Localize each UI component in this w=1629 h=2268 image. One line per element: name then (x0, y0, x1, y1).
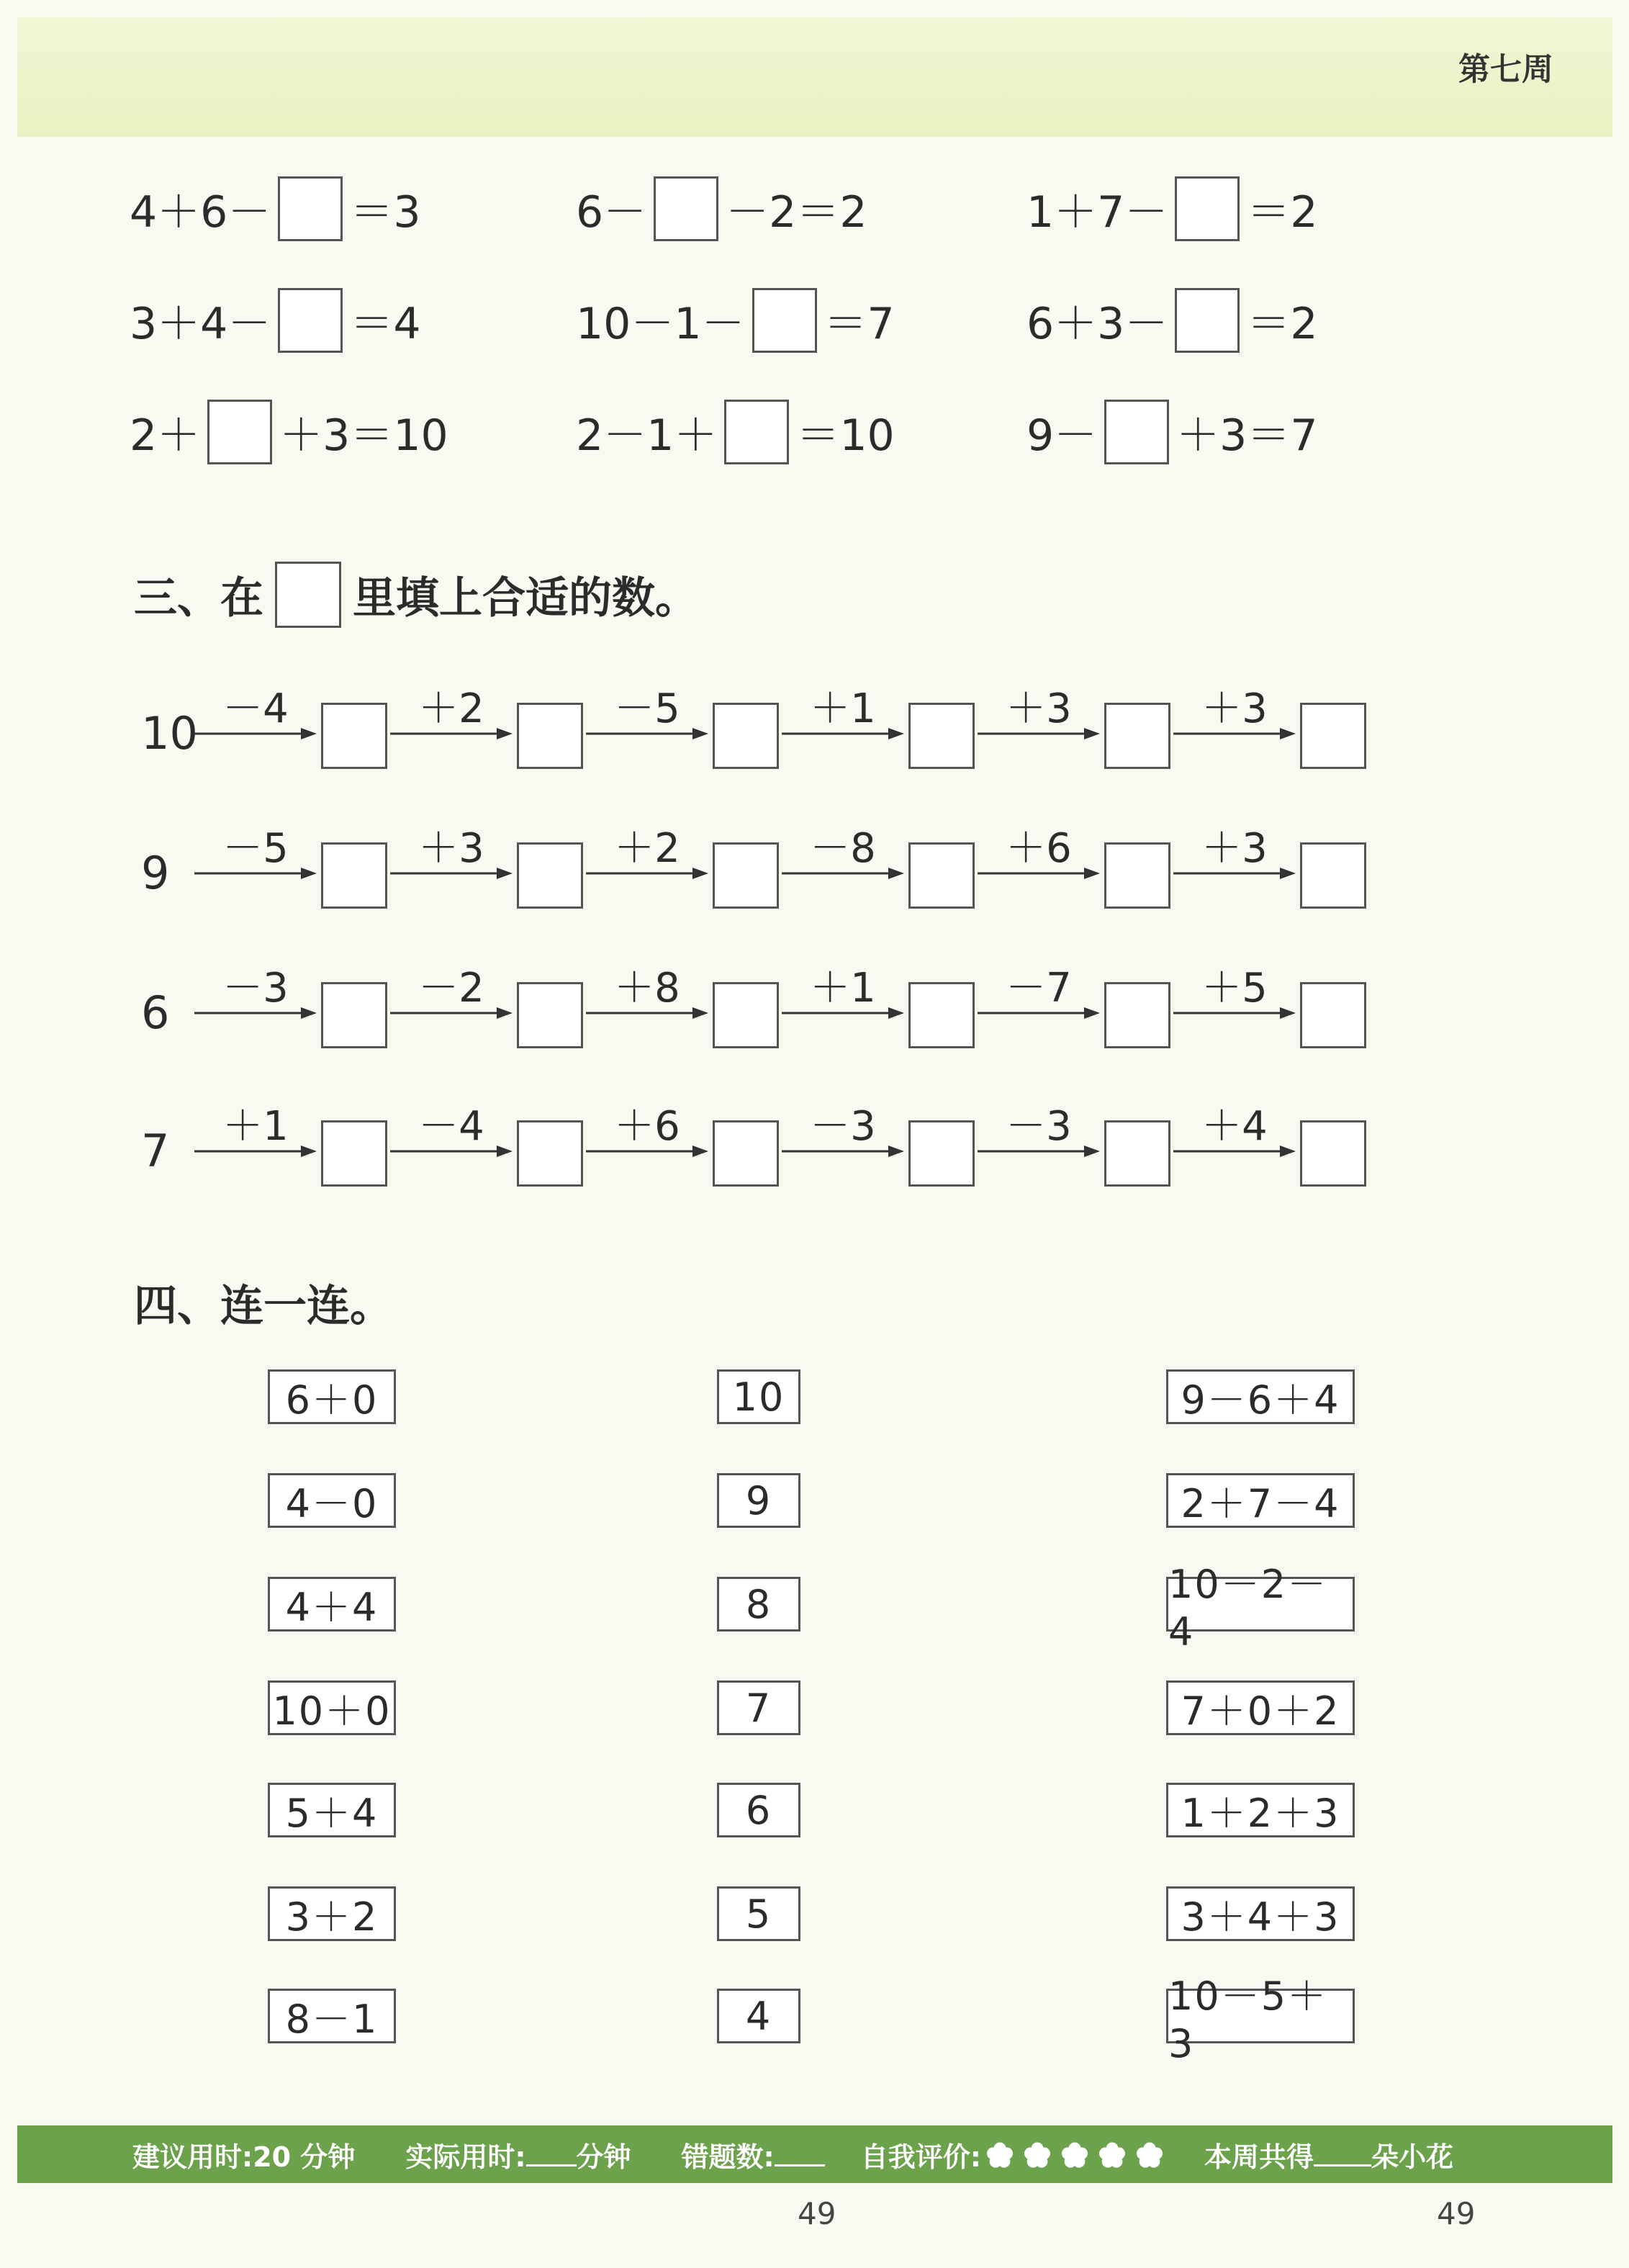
flower-icon[interactable] (1098, 2141, 1127, 2170)
chain-answer-box[interactable] (517, 703, 583, 769)
footer-bar (17, 2125, 1612, 2183)
arrow-head (692, 868, 708, 879)
arrow-icon (586, 863, 708, 884)
equation (130, 284, 421, 356)
answer-box[interactable] (752, 288, 817, 353)
week-label: 第七周 (1458, 51, 1553, 88)
equation-right: ＝4 (350, 299, 421, 349)
operation-label: ＋4 (1201, 1103, 1268, 1150)
actual-time-blank[interactable] (526, 2143, 577, 2166)
arrow-head (1084, 1146, 1100, 1157)
actual-time-label: 实际用时: (405, 2141, 526, 2173)
equation-right: ＝10 (796, 410, 895, 461)
chain-answer-box[interactable] (517, 842, 583, 909)
chain-answer-box[interactable] (321, 982, 387, 1048)
self-eval-label: 自我评价: (860, 2141, 981, 2173)
chain-answer-box[interactable] (1104, 1120, 1170, 1187)
match-item-left[interactable]: 8－1 (268, 1989, 396, 2043)
arrow-head (301, 1146, 317, 1157)
match-item-right[interactable]: 7＋0＋2 (1166, 1680, 1355, 1735)
section-3-title-before: 三、在 (134, 573, 263, 624)
chain-step (978, 1094, 1100, 1181)
week-total-label: 本周共得 (1204, 2141, 1314, 2173)
equation (1026, 284, 1318, 356)
flower-center (1071, 2152, 1078, 2159)
operation-label: －3 (1006, 1103, 1072, 1150)
flower-center (1109, 2152, 1116, 2159)
arrow-head (1280, 728, 1296, 739)
flower-icon[interactable] (1060, 2141, 1089, 2170)
match-item-right[interactable]: 10－5＋3 (1166, 1989, 1355, 2043)
match-item-right[interactable]: 1＋2＋3 (1166, 1783, 1355, 1837)
match-item-middle[interactable]: 4 (717, 1989, 800, 2043)
equation-left: 10－1－ (576, 299, 745, 349)
arrow-head (1084, 868, 1100, 879)
chain-answer-box[interactable] (908, 703, 975, 769)
chain-start-number: 6 (141, 986, 170, 1039)
equation (130, 396, 448, 468)
chain-step (586, 1094, 708, 1181)
arrow-head (1084, 1007, 1100, 1019)
equation-right: ＝3 (350, 187, 421, 238)
chain-step (586, 677, 708, 763)
answer-box[interactable] (278, 176, 343, 241)
week-total-blank[interactable] (1314, 2143, 1371, 2166)
arrow-head (497, 1007, 513, 1019)
arrow-icon (782, 723, 904, 744)
arrow-icon (194, 723, 317, 744)
match-item-left[interactable]: 3＋2 (268, 1886, 396, 1941)
operation-label: ＋6 (614, 1103, 680, 1150)
chain-step (586, 956, 708, 1043)
operation-label: ＋3 (1006, 685, 1072, 732)
operation-label: ＋1 (810, 965, 876, 1012)
chain-step (978, 956, 1100, 1043)
operation-label: ＋1 (810, 685, 876, 732)
operation-label: －5 (222, 825, 289, 872)
match-item-middle[interactable]: 8 (717, 1577, 800, 1632)
match-item-left[interactable]: 5＋4 (268, 1783, 396, 1837)
match-item-right[interactable]: 9－6＋4 (1166, 1369, 1355, 1424)
operation-label: ＋1 (222, 1103, 289, 1150)
arrow-icon (978, 1002, 1100, 1024)
operation-label: －4 (222, 685, 289, 732)
equation (576, 173, 867, 245)
operation-label: －5 (614, 685, 680, 732)
equation (130, 173, 421, 245)
chain-step (1173, 677, 1296, 763)
arrow-icon (978, 723, 1100, 744)
equation-left: 3＋4－ (130, 299, 271, 349)
chain-answer-box[interactable] (517, 982, 583, 1048)
arrow-head (497, 728, 513, 739)
arrow-icon (978, 1140, 1100, 1162)
equation-left: 4＋6－ (130, 187, 271, 238)
errors-blank[interactable] (775, 2143, 825, 2166)
arrow-head (692, 1146, 708, 1157)
answer-box[interactable] (654, 176, 718, 241)
chain-answer-box[interactable] (1104, 842, 1170, 909)
equation-left: 1＋7－ (1026, 187, 1168, 238)
flower-icon[interactable] (985, 2141, 1014, 2170)
arrow-icon (782, 1140, 904, 1162)
chain-answer-box[interactable] (1300, 1120, 1366, 1187)
header-band (17, 17, 1612, 137)
match-item-middle[interactable]: 10 (717, 1369, 800, 1424)
operation-label: ＋6 (1006, 825, 1072, 872)
equation-right: ＋3＝7 (1176, 410, 1318, 461)
arrow-icon (586, 1140, 708, 1162)
suggested-time: 建议用时:20 分钟 (132, 2141, 356, 2173)
chain-start-number: 7 (141, 1125, 170, 1177)
page-number-right: 49 (1437, 2196, 1476, 2231)
chain-answer-box[interactable] (713, 982, 779, 1048)
chain-step (782, 816, 904, 903)
chain-answer-box[interactable] (1300, 842, 1366, 909)
arrow-head (1280, 1146, 1296, 1157)
match-item-right[interactable]: 3＋4＋3 (1166, 1886, 1355, 1941)
arrow-icon (390, 723, 513, 744)
arrow-icon (194, 863, 317, 884)
arrow-head (497, 1146, 513, 1157)
arrow-icon (194, 1140, 317, 1162)
match-item-right[interactable]: 2＋7－4 (1166, 1473, 1355, 1528)
arrow-head (497, 868, 513, 879)
arrow-head (888, 728, 904, 739)
answer-box[interactable] (207, 400, 272, 464)
chain-answer-box[interactable] (1300, 982, 1366, 1048)
arrow-head (1280, 1007, 1296, 1019)
flower-center (996, 2152, 1003, 2159)
equation (576, 396, 895, 468)
flower-icon[interactable] (1023, 2141, 1052, 2170)
operation-label: ＋8 (614, 965, 680, 1012)
chain-answer-box[interactable] (321, 842, 387, 909)
chain-start-number: 10 (141, 707, 198, 760)
operation-label: －3 (810, 1103, 876, 1150)
week-total-unit: 朵小花 (1371, 2141, 1453, 2173)
chain-answer-box[interactable] (713, 703, 779, 769)
operation-label: ＋3 (1201, 825, 1268, 872)
chain-answer-box[interactable] (1300, 703, 1366, 769)
match-item-left[interactable]: 4＋4 (268, 1577, 396, 1632)
operation-label: －7 (1006, 965, 1072, 1012)
chain-step (586, 816, 708, 903)
arrow-head (1280, 868, 1296, 879)
equation-right: ＝2 (1247, 299, 1318, 349)
operation-label: －4 (418, 1103, 484, 1150)
arrow-icon (390, 863, 513, 884)
chain-step (978, 816, 1100, 903)
chain-start-number: 9 (141, 847, 170, 899)
arrow-head (301, 1007, 317, 1019)
equation-left: 2＋ (130, 410, 201, 461)
answer-box[interactable] (1104, 400, 1169, 464)
arrow-icon (782, 1002, 904, 1024)
arrow-icon (586, 1002, 708, 1024)
operation-label: ＋3 (1201, 685, 1268, 732)
answer-box[interactable] (1175, 176, 1240, 241)
match-item-right[interactable]: 10－2－4 (1166, 1577, 1355, 1632)
chain-answer-box[interactable] (1104, 982, 1170, 1048)
chain-answer-box[interactable] (713, 842, 779, 909)
arrow-head (888, 868, 904, 879)
arrow-icon (390, 1140, 513, 1162)
chain-step (390, 816, 513, 903)
arrow-icon (1173, 1140, 1296, 1162)
match-item-left[interactable]: 4－0 (268, 1473, 396, 1528)
chain-step (390, 956, 513, 1043)
arrow-head (1084, 728, 1100, 739)
match-item-left[interactable]: 10＋0 (268, 1680, 396, 1735)
equation (1026, 173, 1318, 245)
operation-label: －3 (222, 965, 289, 1012)
equation-left: 6＋3－ (1026, 299, 1168, 349)
operation-label: －2 (418, 965, 484, 1012)
equation (576, 284, 895, 356)
operation-label: ＋2 (614, 825, 680, 872)
equation-left: 6－ (576, 187, 647, 238)
operation-label: ＋5 (1201, 965, 1268, 1012)
arrow-icon (1173, 1002, 1296, 1024)
arrow-head (692, 728, 708, 739)
chain-answer-box[interactable] (1104, 703, 1170, 769)
match-item-middle[interactable]: 5 (717, 1886, 800, 1941)
chain-answer-box[interactable] (908, 982, 975, 1048)
arrow-head (301, 868, 317, 879)
chain-step (1173, 1094, 1296, 1181)
arrow-head (301, 728, 317, 739)
arrow-icon (194, 1002, 317, 1024)
chain-step (978, 677, 1100, 763)
answer-box[interactable] (278, 288, 343, 353)
chain-step (782, 956, 904, 1043)
chain-step (194, 956, 317, 1043)
arrow-icon (782, 863, 904, 884)
page-number-center: 49 (798, 2196, 836, 2231)
equation-left: 2－1＋ (576, 410, 718, 461)
chain-step (390, 1094, 513, 1181)
answer-box[interactable] (724, 400, 789, 464)
equation-left: 9－ (1026, 410, 1098, 461)
arrow-icon (586, 723, 708, 744)
chain-step (194, 677, 317, 763)
arrow-icon (1173, 863, 1296, 884)
chain-step (782, 677, 904, 763)
chain-step (194, 1094, 317, 1181)
chain-step (1173, 956, 1296, 1043)
chain-answer-box[interactable] (517, 1120, 583, 1187)
actual-time-unit: 分钟 (576, 2141, 631, 2173)
equation (1026, 396, 1318, 468)
chain-answer-box[interactable] (713, 1120, 779, 1187)
arrow-icon (1173, 723, 1296, 744)
arrow-icon (978, 863, 1100, 884)
match-item-middle[interactable]: 6 (717, 1783, 800, 1837)
title-box-icon (275, 562, 341, 628)
section-3-title-after: 里填上合适的数。 (353, 573, 698, 624)
chain-step (390, 677, 513, 763)
flower-rating[interactable] (981, 2138, 1168, 2171)
arrow-icon (390, 1002, 513, 1024)
chain-answer-box[interactable] (321, 703, 387, 769)
flower-icon[interactable] (1135, 2141, 1164, 2170)
match-item-middle[interactable]: 7 (717, 1680, 800, 1735)
chain-step (782, 1094, 904, 1181)
equation-right: ＝2 (1247, 187, 1318, 238)
operation-label: ＋2 (418, 685, 484, 732)
errors-label: 错题数: (681, 2141, 775, 2173)
arrow-head (888, 1007, 904, 1019)
section-4-title: 四、连一连。 (134, 1281, 393, 1331)
chain-answer-box[interactable] (321, 1120, 387, 1187)
equation-right: －2＝2 (726, 187, 867, 238)
chain-answer-box[interactable] (908, 1120, 975, 1187)
match-item-left[interactable]: 6＋0 (268, 1369, 396, 1424)
flower-center (1146, 2152, 1153, 2159)
flower-center (1034, 2152, 1041, 2159)
arrow-head (692, 1007, 708, 1019)
chain-step (1173, 816, 1296, 903)
arrow-head (888, 1146, 904, 1157)
equation-right: ＝7 (823, 299, 895, 349)
operation-label: －8 (810, 825, 876, 872)
section-3-title (134, 562, 698, 628)
match-item-middle[interactable]: 9 (717, 1473, 800, 1528)
operation-label: ＋3 (418, 825, 484, 872)
chain-answer-box[interactable] (908, 842, 975, 909)
answer-box[interactable] (1175, 288, 1240, 353)
chain-step (194, 816, 317, 903)
equation-right: ＋3＝10 (279, 410, 448, 461)
